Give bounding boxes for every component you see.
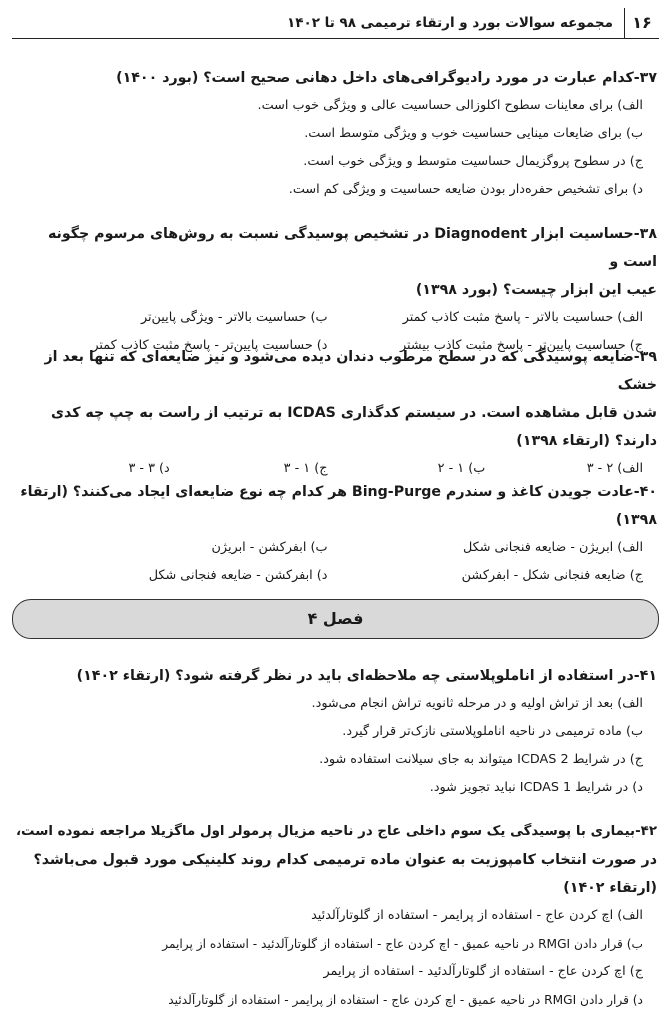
option-b: ب) برای ضایعات مینایی حساسیت خوب و ویژگی متوسط است. <box>304 126 643 141</box>
option-c: ج) در سطوح پروگزیمال حساسیت متوسط و ویژگی خوب است. <box>303 154 643 169</box>
chapter-banner: فصل ۴ <box>12 599 659 639</box>
book-title: مجموعه سوالات بورد و ارتقاء ترمیمی ۹۸ تا ۱۴۰۲ <box>286 15 613 31</box>
options-row-1 <box>12 534 657 562</box>
question-title-line2: در صورت انتخاب کامپوزیت به عنوان ماده ترمیمی کدام روند کلینیکی مورد قبول می‌باشد؟ <box>33 852 657 868</box>
question-title-line1: ۳۹-ضایعه پوسیدگی که در سطح مرطوب دندان دیده می‌شود و نیز ضایعه‌ای که تنها بعد از خشک <box>44 349 657 393</box>
options-row-2 <box>12 562 657 590</box>
option-c: ج) در شرایط ICDAS 2 میتواند به جای سیلانت استفاده شود. <box>319 752 643 767</box>
option-b: ب) ابفرکشن - ابریژن <box>211 540 328 555</box>
question-title-line2: عیب این ابزار چیست؟ (بورد ۱۳۹۸) <box>415 282 657 298</box>
option-d: د) قرار دادن RMGI در ناحیه عمیق - اچ کردن عاج - استفاده از پرایمر - استفاده از گلوتارآلدئید <box>168 993 643 1007</box>
option-c: ج) ضایعه فنجانی شکل - ابفرکشن <box>461 568 643 583</box>
option-b: ب) ۱ - ۲ <box>437 461 486 476</box>
option-c: ج) حساسیت پایین‌تر - پاسخ مثبت کاذب بیشتر <box>399 338 643 353</box>
question-title: ۳۷-کدام عبارت در مورد رادیوگرافی‌های داخل دهانی صحیح است؟ (بورد ۱۴۰۰) <box>116 70 657 86</box>
options-row-1 <box>12 304 657 332</box>
question-42 <box>12 818 657 1014</box>
option-c: ج) اچ کردن عاج - استفاده از گلوتارآلدئید - استفاده از پرایمر <box>323 964 643 979</box>
question-title-line2: ۱۳۹۸) <box>615 512 657 528</box>
question-title-line1: ۴۲-بیماری با پوسیدگی یک سوم داخلی عاج در ناحیه مزیال پرمولر اول ماگزیلا مراجعه نموده است، <box>15 824 657 839</box>
option-a: الف) اچ کردن عاج - استفاده از پرایمر - استفاده از گلوتارآلدئید <box>311 908 643 923</box>
option-b: ب) ماده ترمیمی در ناحیه اناملوپلاستی نازک‌تر قرار گیرد. <box>342 724 643 739</box>
option-a: الف) برای معاینات سطوح اکلوزالی حساسیت عالی و ویژگی خوب است. <box>257 98 643 113</box>
option-a: الف) حساسیت بالاتر - پاسخ مثبت کاذب کمتر <box>402 310 643 325</box>
option-b: ب) حساسیت بالاتر - ویژگی پایین‌تر <box>140 310 328 325</box>
question-title-line2: شدن قابل مشاهده است. در سیستم کدگذاری ICDAS به ترتیب از راست به چپ چه کدی <box>51 405 657 421</box>
option-d: د) در شرایط ICDAS 1 نباید تجویز شود. <box>429 780 643 795</box>
question-41 <box>12 662 657 802</box>
option-d: د) برای تشخیص حفره‌دار بودن ضایعه حساسیت و ویژگی کم است. <box>288 182 643 197</box>
option-b: ب) قرار دادن RMGI در ناحیه عمیق - اچ کردن عاج - استفاده از گلوتارآلدئید - استفاده از پرایمر <box>162 937 643 951</box>
question-39 <box>12 343 657 483</box>
option-d: د) ۳ - ۳ <box>128 461 170 476</box>
question-40 <box>12 478 657 590</box>
question-title-line1: ۳۸-حساسیت ابزار Diagnodent در تشخیص پوسیدگی نسبت به روش‌های مرسوم چگونه است و <box>47 226 657 270</box>
option-c: ج) ۱ - ۳ <box>283 461 328 476</box>
option-d: د) ابفرکشن - ضایعه فنجانی شکل <box>148 568 328 583</box>
page-number: ۱۶ <box>624 8 659 38</box>
question-title-line1: ۴۰-عادت جویدن کاغذ و سندرم Bing-Purge هر کدام چه نوع ضایعه‌ای ایجاد می‌کنند؟ (ارتقاء <box>20 484 657 500</box>
question-38 <box>12 220 657 360</box>
question-title: ۴۱-در استفاده از اناملوپلاستی چه ملاحظه‌ای باید در نظر گرفته شود؟ (ارتقاء ۱۴۰۲) <box>76 668 657 684</box>
option-a: الف) ابریژن - ضایعه فنجانی شکل <box>462 540 643 555</box>
option-a: الف) ۲ - ۳ <box>586 461 643 476</box>
question-title-line3: (ارتقاء ۱۴۰۲) <box>563 880 657 896</box>
option-d: د) حساسیت پایین‌تر - پاسخ مثبت کاذب کمتر <box>92 338 328 353</box>
page-header <box>12 8 659 39</box>
question-title-line3: دارند؟ (ارتقاء ۱۳۹۸) <box>516 433 657 449</box>
question-37 <box>12 64 657 204</box>
option-a: الف) بعد از تراش اولیه و در مرحله ثانویه تراش انجام می‌شود. <box>311 696 643 711</box>
